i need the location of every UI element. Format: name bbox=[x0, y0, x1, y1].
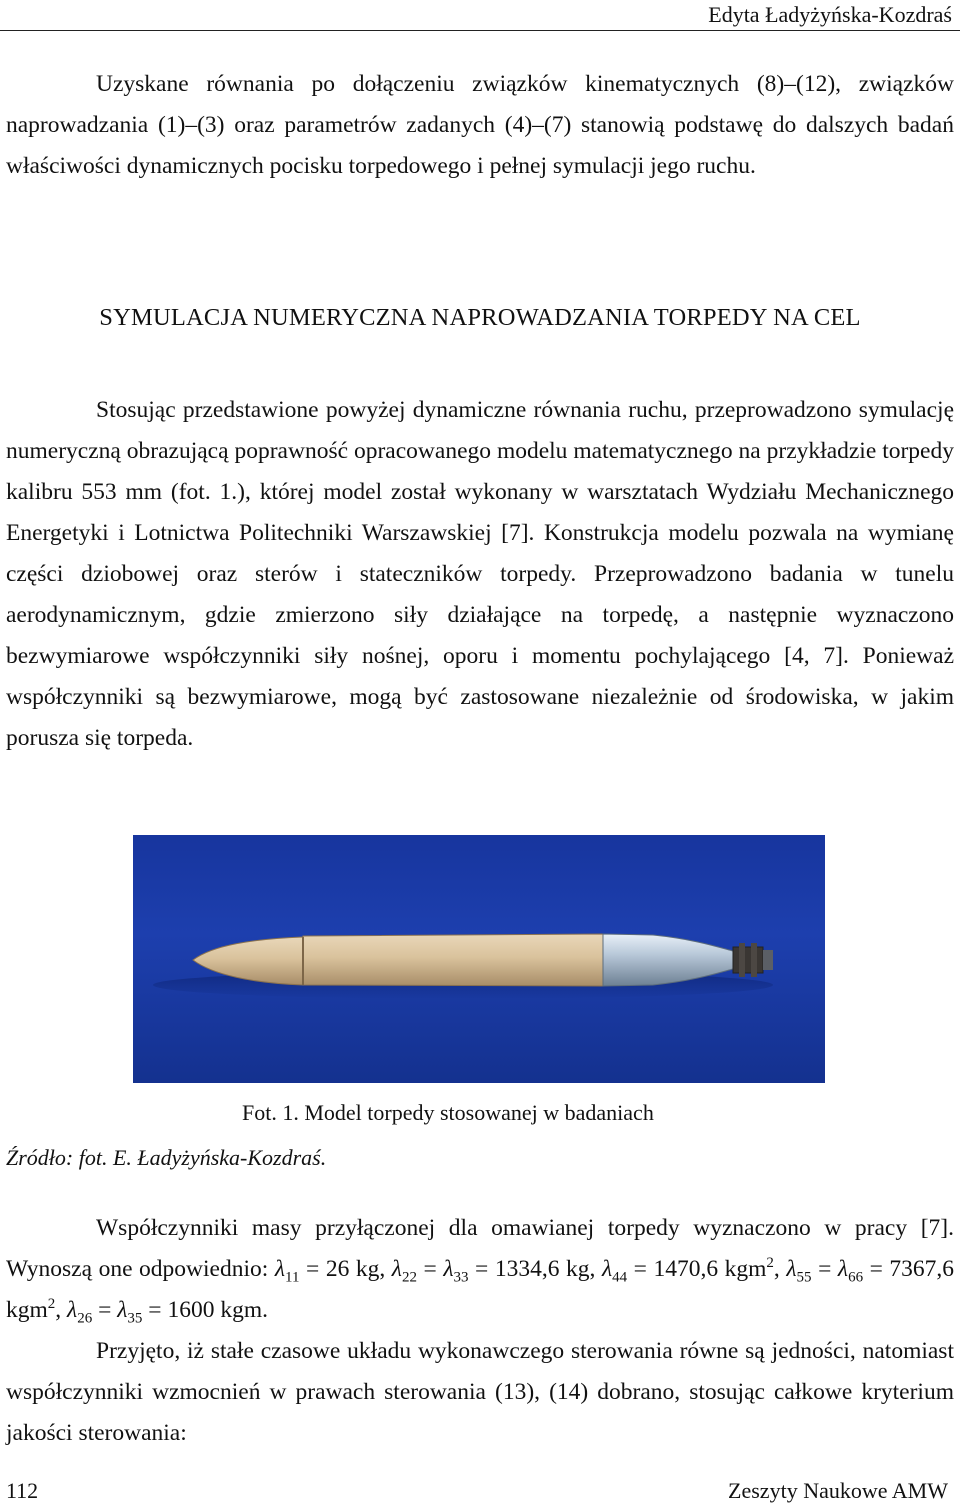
lambda-index: 26 bbox=[77, 1310, 93, 1327]
paragraph-4: Przyjęto, iż stałe czasowe układu wykonawczego sterowania równe są jedności, natomiast współczynniki wzmocnień w prawach sterowania (13), (14) dobrano, stosując całkowe kryterium jakości sterowania: bbox=[6, 1338, 954, 1446]
paragraph-1: Uzyskane równania po dołączeniu związków kinematycznych (8)–(12), związków naprowadzania (1)–(3) oraz parametrów zadanych (4)–(7) stanowią podstawę do dalszych badań właściwości dynamicznych pocisku torpedowego i pełnej symulacji jego ruchu. bbox=[6, 71, 954, 179]
separator: , bbox=[55, 1297, 68, 1323]
lambda-symbol: λ bbox=[391, 1256, 402, 1282]
square-exponent: 2 bbox=[47, 1296, 56, 1313]
separator: , bbox=[379, 1256, 392, 1282]
lambda-index: 33 bbox=[453, 1269, 469, 1286]
header-author: Edyta Ładyżyńska-Kozdraś bbox=[708, 2, 952, 27]
page-header bbox=[0, 0, 960, 30]
lambda-index: 11 bbox=[285, 1269, 300, 1286]
torpedo-photo bbox=[133, 835, 825, 1083]
square-exponent: 2 bbox=[766, 1255, 774, 1272]
figure-caption: Fot. 1. Model torpedy stosowanej w badaniach bbox=[242, 1100, 654, 1125]
figure-source: Źródło: fot. E. Ładyżyńska-Kozdraś. bbox=[6, 1145, 327, 1170]
header-rule bbox=[0, 30, 960, 31]
equals: = bbox=[416, 1256, 444, 1282]
equals: = bbox=[627, 1256, 654, 1282]
lambda-symbol: λ bbox=[443, 1256, 454, 1282]
equals: = bbox=[299, 1256, 326, 1282]
equals: = bbox=[468, 1256, 495, 1282]
lambda-symbol: λ bbox=[117, 1297, 128, 1323]
lambda-value: 1600 kgm bbox=[167, 1297, 263, 1323]
separator: , bbox=[773, 1256, 787, 1282]
page-number: 112 bbox=[6, 1478, 39, 1503]
lambda-value: 1334,6 kg bbox=[494, 1256, 590, 1282]
lambda-symbol: λ bbox=[274, 1256, 286, 1282]
equals: = bbox=[92, 1297, 118, 1323]
paragraph-3 bbox=[6, 1208, 954, 1331]
lambda-symbol: λ bbox=[601, 1256, 613, 1282]
lambda-index: 66 bbox=[848, 1269, 864, 1286]
section-heading: SYMULACJA NUMERYCZNA NAPROWADZANIA TORPEDY NA CEL bbox=[99, 304, 861, 331]
equals: = bbox=[863, 1256, 890, 1282]
torpedo-photo-image bbox=[133, 835, 825, 1083]
p3-intro: Współczynniki masy przyłączonej dla omawianej torpedy wyznaczono w pracy [7]. Wynoszą one odpowiednio: bbox=[6, 1215, 954, 1282]
lambda-value: 7367,6 kgm bbox=[6, 1256, 955, 1323]
lambda-index: 22 bbox=[401, 1269, 417, 1286]
equals: = bbox=[142, 1297, 168, 1323]
lambda-index: 44 bbox=[612, 1269, 628, 1286]
lambda-symbol: λ bbox=[786, 1256, 797, 1282]
separator: , bbox=[589, 1256, 602, 1282]
lambda-value: 26 kg bbox=[325, 1256, 380, 1282]
equals: = bbox=[811, 1256, 838, 1282]
paragraph-2: Stosując przedstawione powyżej dynamiczne równania ruchu, przeprowadzono symulację numeryczną obrazującą poprawność opracowanego modelu matematycznego na przykładzie torpedy kalibru 553 mm (fot. 1.), której model został wykonany w warsztatach Wydziału Mechanicznego Energetyki i Lotnictwa Politechniki Warszawskiej [7]. Konstrukcja modelu pozwala na wymianę części dziobowej oraz sterów i stateczników torpedy. Przeprowadzono badania w tunelu aerodynamicznym, gdzie zmierzono siły działające na torpedę, a następnie wyznaczono bezwymiarowe współczynniki siły nośnej, oporu i momentu pochylającego [4, 7]. Ponieważ współczynniki są bezwymiarowe, mogą być zastosowane niezależnie od środowiska, w jakim porusza się torpeda. bbox=[6, 397, 954, 751]
journal-name: Zeszyty Naukowe AMW bbox=[728, 1478, 948, 1503]
period: . bbox=[262, 1297, 268, 1323]
lambda-symbol: λ bbox=[67, 1297, 78, 1323]
lambda-index: 35 bbox=[127, 1310, 143, 1327]
lambda-symbol: λ bbox=[837, 1256, 849, 1282]
lambda-value: 1470,6 kgm bbox=[653, 1256, 767, 1282]
lambda-index: 55 bbox=[796, 1269, 812, 1286]
